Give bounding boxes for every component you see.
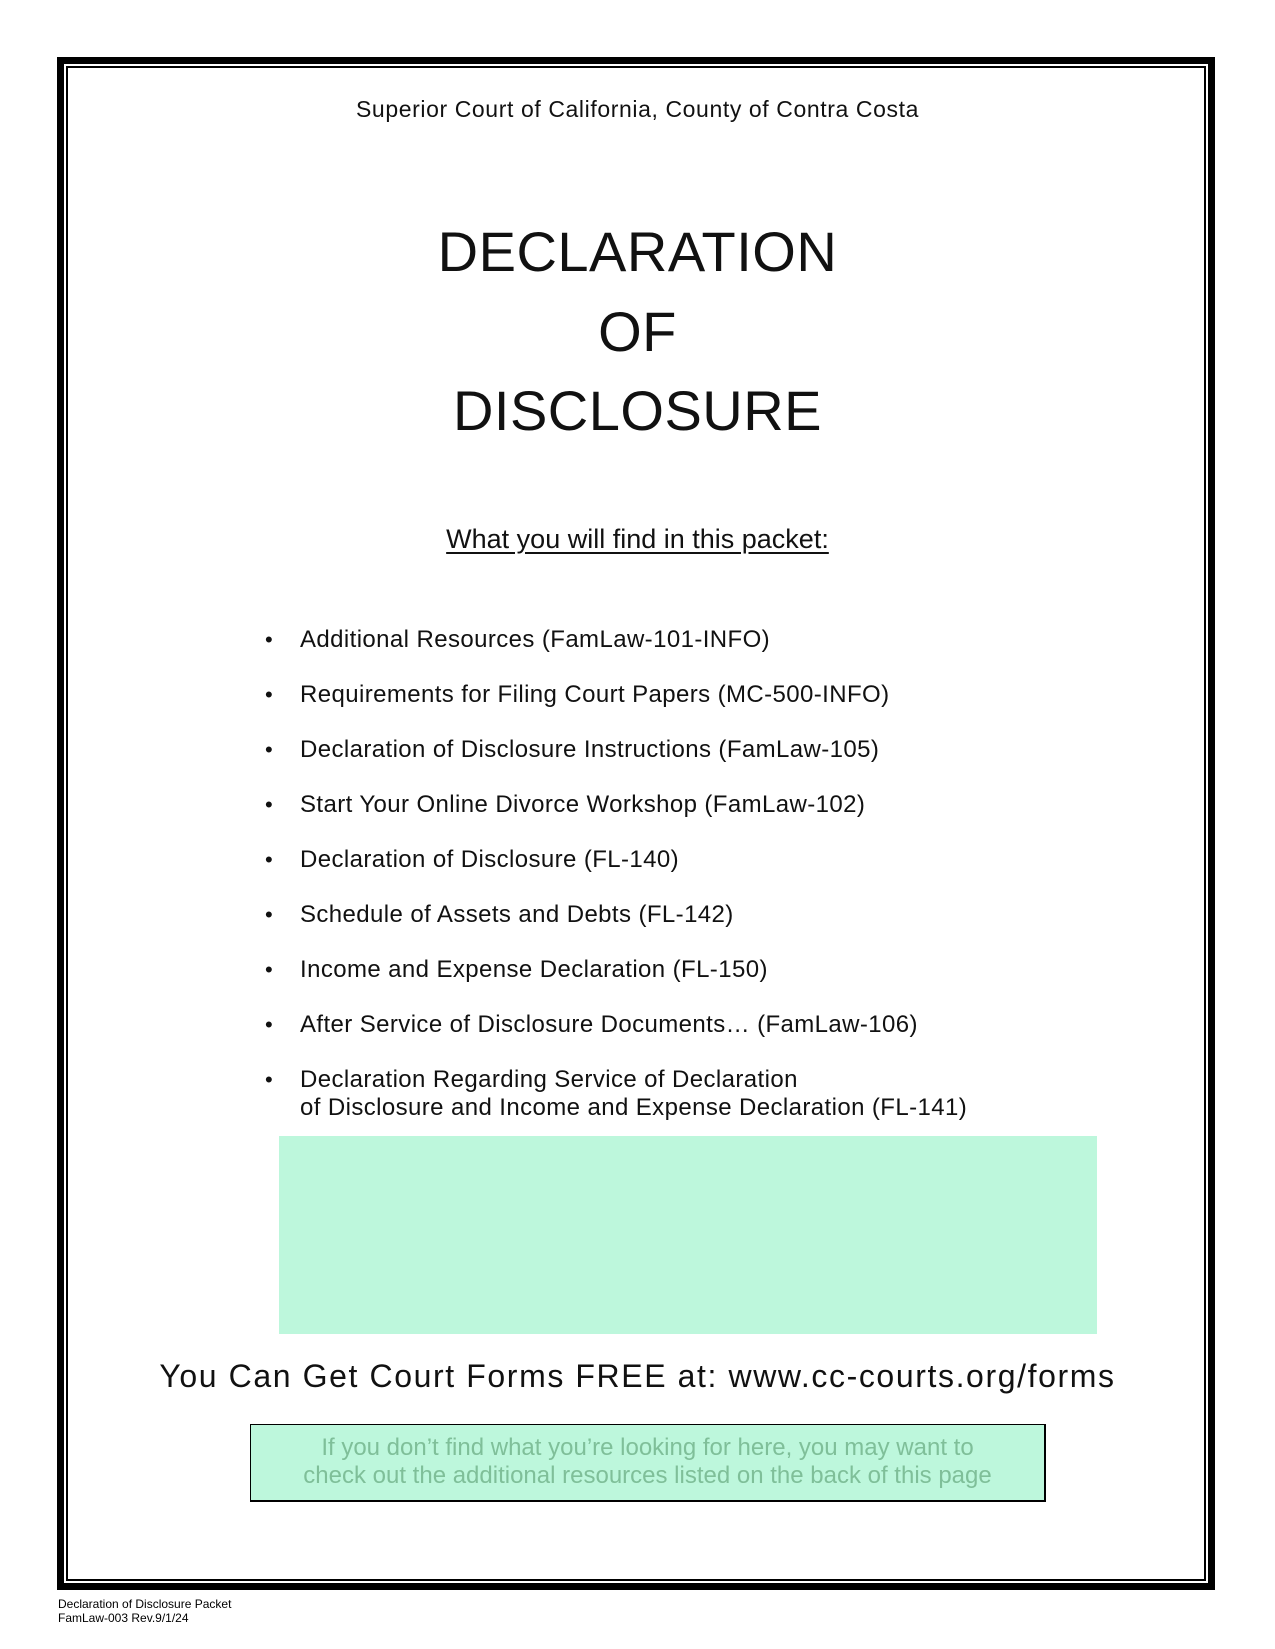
note-line-1: If you don’t find what you’re looking for here, you may want to bbox=[321, 1434, 974, 1461]
title-line-2: OF bbox=[598, 300, 677, 363]
bullet-icon: • bbox=[265, 792, 274, 817]
bullet-icon: • bbox=[265, 737, 274, 762]
list-item bbox=[262, 791, 1082, 819]
list-item bbox=[262, 956, 1082, 984]
packet-contents-list bbox=[262, 626, 1082, 1149]
list-item-text: Declaration of Disclosure Instructions (FamLaw-105) bbox=[300, 736, 880, 763]
list-item-text-continued: of Disclosure and Income and Expense Declaration (FL-141) bbox=[300, 1094, 968, 1121]
list-item-text: Declaration Regarding Service of Declaration bbox=[300, 1066, 798, 1093]
bullet-icon: • bbox=[265, 902, 274, 927]
court-name: Superior Court of California, County of Contra Costa bbox=[355, 96, 919, 122]
list-item-text: Requirements for Filing Court Papers (MC-500-INFO) bbox=[300, 681, 890, 708]
packet-heading: What you will find in this packet: bbox=[446, 524, 829, 554]
list-item bbox=[262, 736, 1082, 764]
footer-line-1: Declaration of Disclosure Packet bbox=[58, 1597, 232, 1611]
list-item-text: Schedule of Assets and Debts (FL-142) bbox=[300, 901, 734, 928]
list-item-text: Income and Expense Declaration (FL-150) bbox=[300, 956, 768, 983]
list-item bbox=[262, 1066, 1082, 1122]
list-item bbox=[262, 901, 1082, 929]
list-item bbox=[262, 1011, 1082, 1039]
list-item bbox=[262, 681, 1082, 709]
footer-line-2: FamLaw-003 Rev.9/1/24 bbox=[58, 1611, 189, 1625]
resources-note-box bbox=[250, 1424, 1046, 1502]
title-line-1: DECLARATION bbox=[437, 220, 838, 283]
list-item-text: Declaration of Disclosure (FL-140) bbox=[300, 846, 680, 873]
bullet-icon: • bbox=[265, 1067, 274, 1092]
list-item-text: Start Your Online Divorce Workshop (FamLaw-102) bbox=[300, 791, 866, 818]
list-item bbox=[262, 626, 1082, 654]
highlight-box bbox=[279, 1136, 1097, 1334]
title-line-3: DISCLOSURE bbox=[452, 379, 823, 442]
bullet-icon: • bbox=[265, 682, 274, 707]
note-line-2: check out the additional resources listed on the back of this page bbox=[303, 1462, 992, 1489]
list-item-text: After Service of Disclosure Documents… (FamLaw-106) bbox=[300, 1011, 918, 1038]
list-item-text: Additional Resources (FamLaw-101-INFO) bbox=[300, 626, 771, 653]
forms-website-line: You Can Get Court Forms FREE at: www.cc-courts.org/forms bbox=[159, 1358, 1116, 1394]
bullet-icon: • bbox=[265, 1012, 274, 1037]
bullet-icon: • bbox=[265, 957, 274, 982]
list-item bbox=[262, 846, 1082, 874]
bullet-icon: • bbox=[265, 627, 274, 652]
page-footer bbox=[58, 1597, 231, 1625]
bullet-icon: • bbox=[265, 847, 274, 872]
